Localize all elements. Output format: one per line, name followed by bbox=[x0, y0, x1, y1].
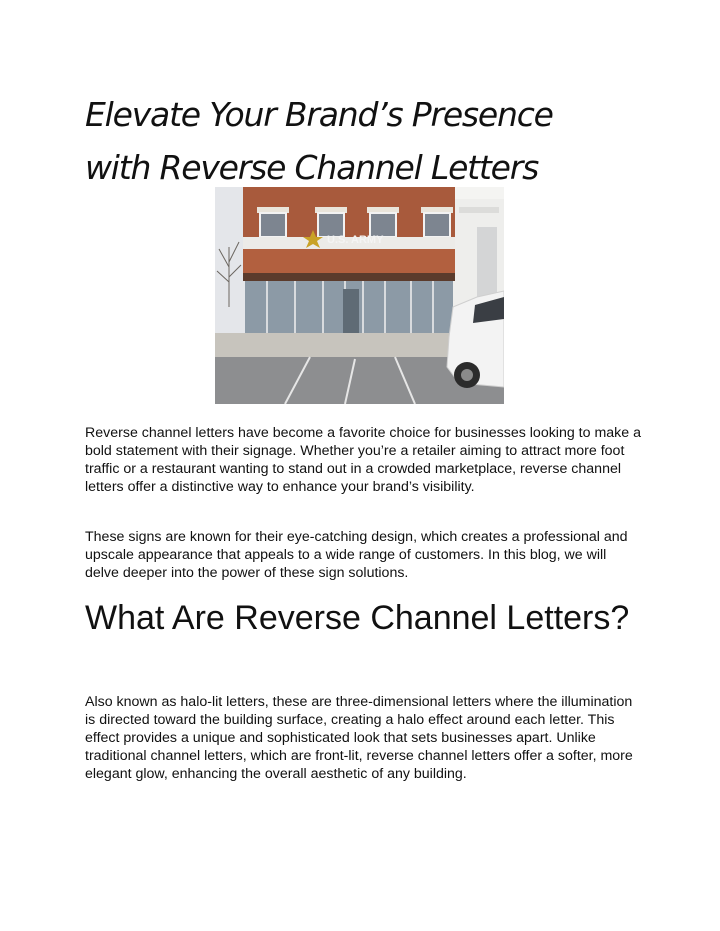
storefront-illustration bbox=[215, 187, 504, 404]
door bbox=[343, 289, 359, 333]
page-title-line-1: Elevate Your Brand’s Presence bbox=[85, 95, 553, 134]
section-paragraph: Also known as halo-lit letters, these are three-dimensional letters where the illumination is directed toward the building surface, creating a halo effect around each letter. This effect provides a unique and sophisticated look that sets businesses apart. Unlike traditional channel letters, which are front-lit, reverse channel letters offer a softer, more elegant glow, enhancing the overall aesthetic of any building. bbox=[85, 694, 633, 782]
intro-paragraph-1: Reverse channel letters have become a favorite choice for businesses looking to make a bold statement with their signage. Whether you’re a retailer aiming to attract more foot traffic or a restaurant wanting to stand out in a crowded marketplace, reverse channel letters offer a distinctive way to enhance your brand’s visibility. bbox=[85, 425, 641, 495]
sign-text: U.S. ARMY bbox=[327, 234, 384, 246]
storefront-photo bbox=[215, 187, 504, 404]
section-heading: What Are Reverse Channel Letters? bbox=[85, 599, 630, 637]
page-title bbox=[85, 88, 685, 194]
truck-graphic bbox=[447, 291, 504, 388]
intro-paragraph-2: These signs are known for their eye-catching design, which creates a professional and upscale appearance that appeals to a wide range of customers. In this blog, we will delve deeper into the power of these sign solutions. bbox=[85, 529, 628, 581]
page-title-line-2: with Reverse Channel Letters bbox=[85, 148, 539, 187]
